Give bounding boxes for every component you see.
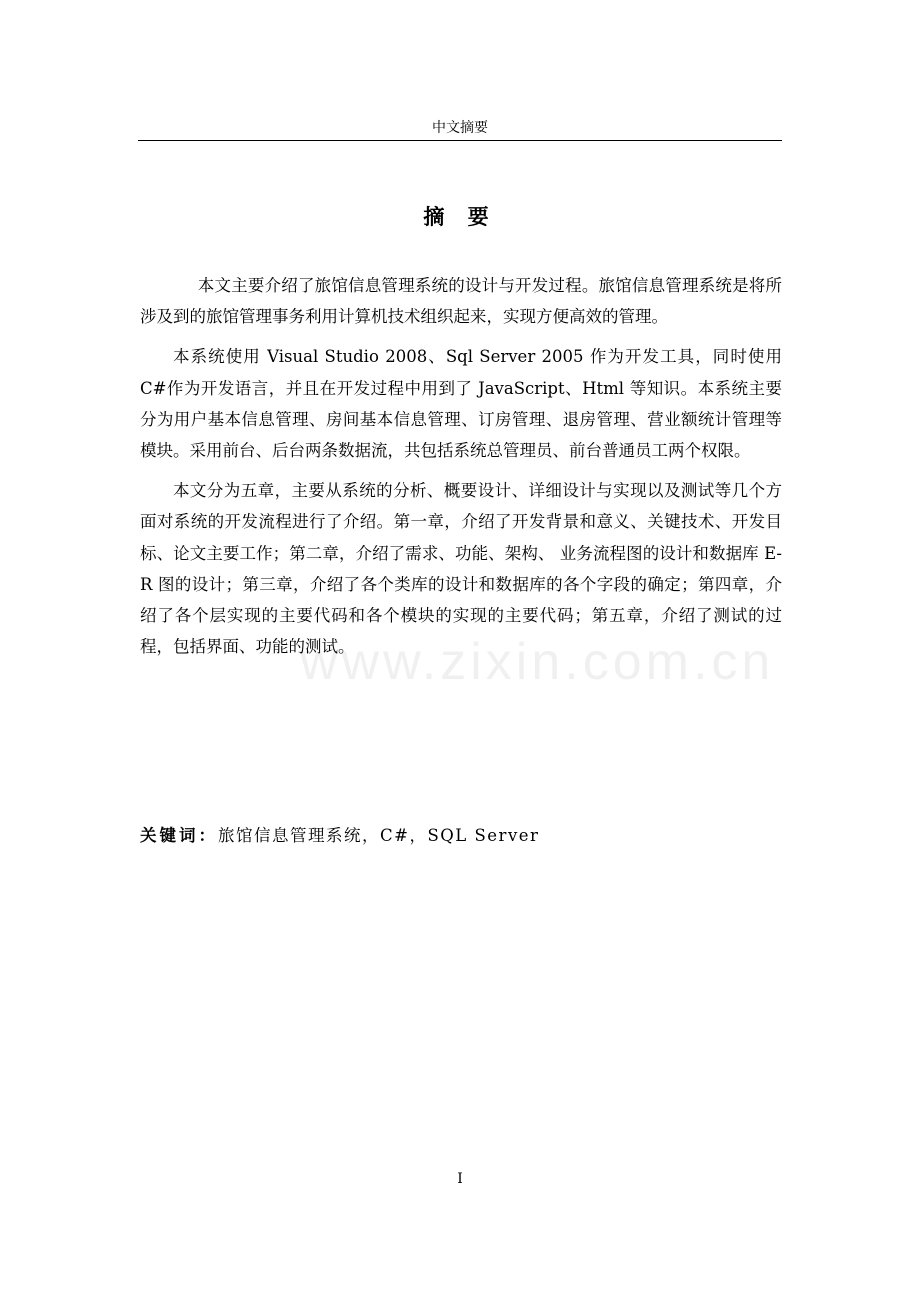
abstract-paragraph-1: 本文主要介绍了旅馆信息管理系统的设计与开发过程。旅馆信息管理系统是将所涉及到的旅馆管理事务利用计算机技术组织起来，实现方便高效的管理。 [140,276,782,327]
watermark: www.zixin.com.cn [300,633,775,691]
abstract-title: 摘 要 [423,205,497,229]
header-rule [138,140,782,141]
keywords-label: 关键词： [140,826,218,845]
keywords-line [140,822,782,850]
abstract-paragraph-2: 本系统使用 Visual Studio 2008、Sql Server 2005 作为开发工具，同时使用 C#作为开发语言，并且在开发过程中用到了 JavaScript、Html 等知识。本系统主要分为用户基本信息管理、房间基本信息管理、订房管理、退房管理、营业额统计管理等模块。采用前台、后台两条数据流，共包括系统总管理员、前台普通员工两个权限。 [140,347,782,461]
abstract-paragraph-3: 本文分为五章，主要从系统的分析、概要设计、详细设计与实现以及测试等几个方面对系统的开发流程进行了介绍。第一章，介绍了开发背景和意义、关键技术、开发目标、论文主要工作；第二章，介绍了需求、功能、架构、 业务流程图的设计和数据库 E-R 图的设计；第三章，介绍了各个类库的设计和数据库的各个字段的确定；第四章，介绍了各个层实现的主要代码和各个模块的实现的主要代码；第五章，介绍了测试的过程，包括界面、功能的测试。 [140,481,782,657]
keywords-value: 旅馆信息管理系统，C#，SQL Server [218,826,540,845]
running-header: 中文摘要 [432,120,488,136]
page-number: I [457,1171,463,1187]
abstract-body [140,270,782,671]
